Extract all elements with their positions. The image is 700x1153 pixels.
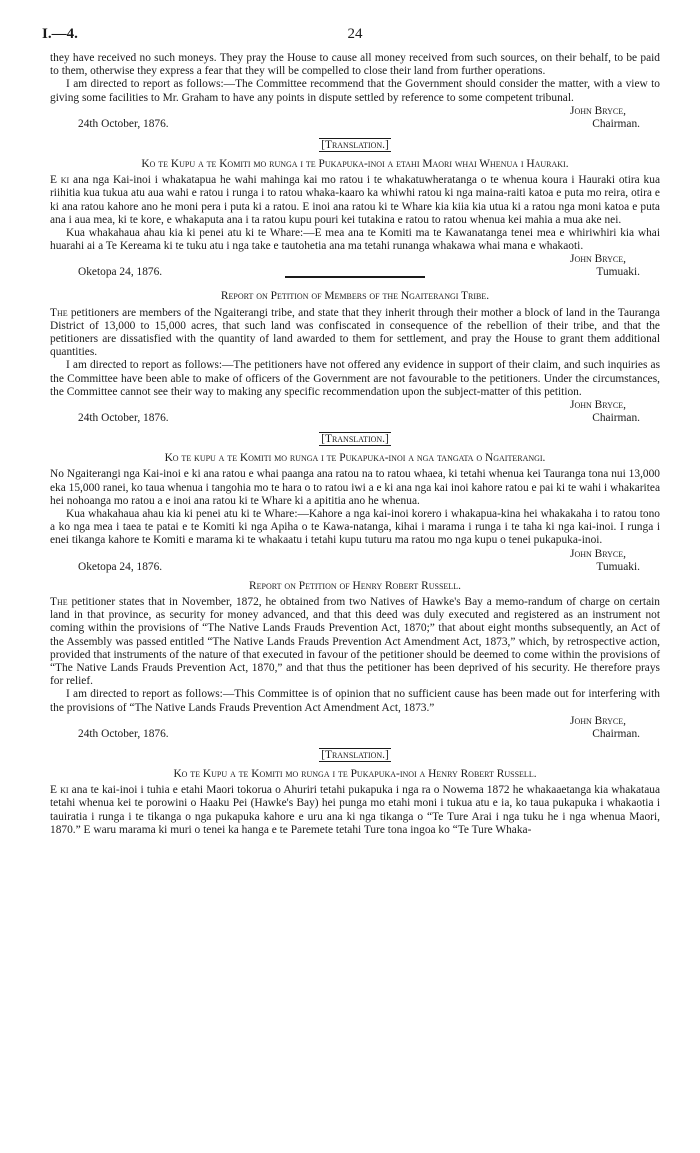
signatory-role: Chairman. [592, 727, 640, 740]
ngaiterangi-report [50, 290, 660, 425]
paragraph: The petitioner states that in November, 1872, he obtained from two Natives of Hawke's Bay a memo-randum of charge on certain land in that province, as security for money advanced, and that this deed was duly executed and registered as an instrument not coming within the provisions of “The Native Lands Frauds Prevention Act, 1870;” that about eight months subsequently, an Act of the Assembly was passed entitled “The Native Lands Frauds Prevention Act Amendment Act, 1873,” which, by retrospective action, provided that instruments of the nature of that executed in favour of the petitioner should be deemed to come within the provisions of “The Native Lands Frauds Prevention Act, 1870,” and that thus the petitioner has been deprived of his security. He therefore prays for relief. [50, 595, 660, 688]
report-date: 24th October, 1876. [78, 412, 169, 425]
signature-block [50, 105, 660, 131]
report-date: 24th October, 1876. [78, 117, 169, 130]
signatory-role: Tumuaki. [596, 560, 640, 573]
section-title: Ko te Kupu a te Komiti mo runga i te Pukapuka-inoi a Henry Robert Russell. [173, 767, 537, 780]
signatory-role: Chairman. [592, 117, 640, 130]
report-date: Oketopa 24, 1876. [78, 266, 163, 279]
section-title: Report on Petition of Henry Robert Russell. [249, 579, 461, 592]
paragraph: Kua whakahaua ahau kia ki penei atu ki te Whare:—E mea ana te Komiti ma te Kawanatanga tenei mea e whiriwhiri kia whai huarahi ai a Te Kereama ki te tuku atu i nga take e tautohetia ana ma tetahi runanga whakawa whai mana e whakaoti. [50, 227, 660, 253]
paragraph: they have received no such moneys. They pray the House to cause all money received from such sources, on their behalf, to be paid to them, otherwise they express a fear that they will be compelled to close their land from further operations. [50, 52, 660, 78]
paragraph: I am directed to report as follows:—This Committee is of opinion that no sufficient cause has been made out for interfering with the provisions of “The Native Lands Frauds Prevention Act Amendment Act, 1873.” [50, 688, 660, 714]
paragraph: Kua whakahaua ahau kia ki penei atu ki te Whare:—Kahore a nga kai-inoi korero i whakapua-kina hei whakakaha i to ratou tono a ko nga mea i taea te patai e te Komiti ki nga Apiha o te Kawa-natanga, kihai i marama i runga i te taha ki nga kai-inoi. I runga i enei tikanga kahore te Komiti e marama ki te whakaatu i tetahi kupu tuturu ma ratou mo nga kupu o tenei pukapuka-inoi. [50, 508, 660, 547]
graham-report-translation [50, 139, 660, 279]
signatory-name: John Bryce, [570, 399, 626, 412]
translation-heading: [Translation.] [321, 138, 389, 151]
document-reference: I.—4. [42, 26, 78, 42]
paragraph: E ki ana nga Kai-inoi i whakatapua he wahi mahinga kai mo ratou i te whakatuwheratanga o te whenua koura i Hauraki otira kua riihitia kua tukua atu aua wahi e ratou i runga i to ratou whaka-kaaro ka whiwhi ratou ki nga maina-raiti katoa e puta mo reira, otira e ki ana ratou kahore ano he moni pera i puta ki a ratou. E inoi ana ratou ki te Whare kia kiia kia utua ki a ratou nga moni katoa e puta ana i aua mea, ki te kore, e whakaputa ana i ta ratou kupu pouri kei tutakina e ratou to ratou whenua kei mahia a mua ake nei. [50, 174, 661, 226]
paragraph: The petitioners are members of the Ngaiterangi tribe, and state that they inherit through their mother a block of land in the Tauranga District of 13,000 to 15,000 acres, that such land was confiscated in consequence of the rebellion of their tribe, and that the petitioners are dissatisfied with the quantity of land awarded to them for settlement, and pray the House to grant them additional quantities. [50, 306, 660, 359]
document-page [42, 26, 661, 837]
signature-block [50, 399, 660, 425]
paragraph: I am directed to report as follows:—The petitioners have not offered any evidence in support of their claim, and such inquiries as the Committee have been able to make of officers of the Government are not favourable to the petitioners. Under the circumstances, the Committee cannot see their way to making any specific recommendation upon the subject-matter of this petition. [50, 359, 660, 398]
signatory-name: John Bryce, [570, 547, 626, 560]
signatory-role: Tumuaki. [596, 266, 640, 279]
paragraph: No Ngaiterangi nga Kai-inoi e ki ana ratou e whai paanga ana ratou na to ratou whaea, ki tetahi whenua kei Tauranga tona nui 13,000 eka 15,000 ranei, ko taua whenua i tangohia mo te hara o to ratou iwi a e ki ana nga kai inoi kahore ratou e pai ki te wahi i whakaritea hei nohoanga mo ratou a e inoi ana ratou ki te Whare ki a apititia ano he whenua. [50, 468, 660, 507]
signature-block [50, 548, 660, 574]
paragraph: E ki ana te kai-inoi i tuhia e etahi Maori tokorua o Ahuriri tetahi pukapuka i nga ra o Nowema 1872 he whakaaetanga kia whakataua tetahi whenua kei te porowini o Haaku Pei (Hawke's Bay) hei punga mo etahi moni i tukua atu e ia, ko taua pukapuka i whakaotia i tauiratia i runga i te tikanga o nga pukapuka kahore e uru ana ki nga tikanga o “Te Ture Arai i nga tuku he i nga whenua Maori, 1870.” E waru marama ki muri o tenei ka hanga e te Paremete tetahi Ture tona ingoa ko “Te Ture Whaka- [50, 784, 661, 836]
translation-heading: [Translation.] [321, 433, 389, 446]
signature-block [50, 253, 660, 279]
russell-report [50, 580, 660, 741]
section-title: Ko te Kupu a te Komiti mo runga i te Pukapuka-inoi a etahi Maori whai Whenua i Hauraki. [141, 158, 569, 171]
paragraph: I am directed to report as follows:—The Committee recommend that the Government should consider the matter, with a view to giving some facilities to Mr. Graham to have any points in dispute settled by reference to some competent tribunal. [50, 78, 660, 104]
report-date: Oketopa 24, 1876. [78, 560, 163, 573]
ngaiterangi-translation [50, 433, 660, 574]
section-title: Ko te kupu a te Komiti mo runga i te Pukapuka-inoi a nga tangata o Ngaiterangi. [164, 452, 546, 465]
page-number: 24 [347, 26, 363, 42]
page-header [42, 26, 660, 52]
translation-heading: [Translation.] [321, 748, 389, 761]
signatory-name: John Bryce, [570, 253, 626, 266]
signatory-name: John Bryce, [570, 104, 626, 117]
signatory-role: Chairman. [592, 412, 640, 425]
russell-translation [50, 749, 660, 837]
signature-block [50, 715, 660, 741]
graham-report-continuation [50, 52, 660, 131]
section-title: Report on Petition of Members of the Ngaiterangi Tribe. [220, 290, 490, 303]
report-date: 24th October, 1876. [78, 727, 169, 740]
signatory-name: John Bryce, [570, 714, 626, 727]
